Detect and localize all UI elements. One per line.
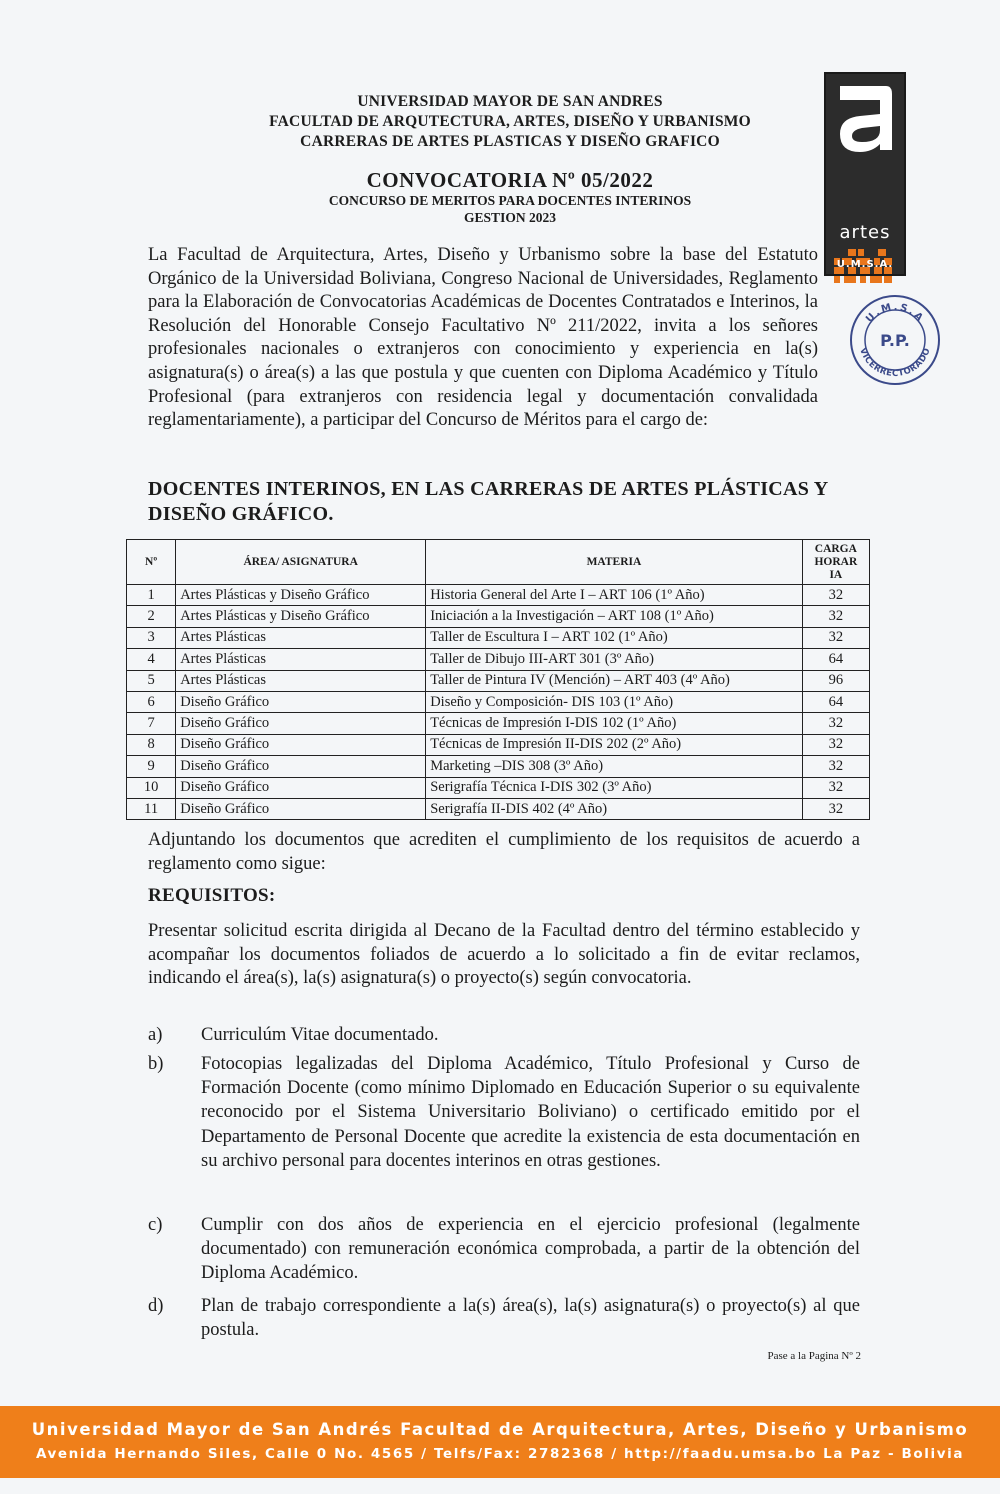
row-carga: 32 — [802, 606, 869, 627]
row-area: Artes Plásticas — [176, 627, 426, 648]
table-row — [127, 798, 870, 819]
convocatoria-title: CONVOCATORIA Nº 05/2022 — [366, 168, 654, 192]
row-carga: 32 — [802, 798, 869, 819]
row-number: 4 — [127, 649, 176, 670]
section-title: DOCENTES INTERINOS, EN LAS CARRERAS DE ARTES PLÁSTICAS Y DISEÑO GRÁFICO. — [148, 478, 828, 525]
requisito-text: Curriculúm Vitae documentado. — [201, 1025, 439, 1045]
requisitos-intro: Presentar solicitud escrita dirigida al Decano de la Facultad dentro del término establecido y acompañar los documentos foliados de acuerdo a lo solicitado a fin de evitar reclamos, indicando el área(s), la(s) asignatura(s) o proyecto(s) según convocatoria. — [148, 921, 860, 989]
requisito-text: Cumplir con dos años de experiencia en el ejercicio profesional (legalmente documentado) con remuneración económica comprobada, a partir de la obtención del Diploma Académico. — [201, 1215, 860, 1284]
row-area: Artes Plásticas y Diseño Gráfico — [176, 585, 426, 606]
row-number: 9 — [127, 756, 176, 777]
table-row — [127, 585, 870, 606]
row-materia: Serigrafía Técnica I-DIS 302 (3º Año) — [426, 777, 803, 798]
requisito-letter: c) — [148, 1215, 163, 1235]
row-area: Diseño Gráfico — [176, 713, 426, 734]
table-row — [127, 649, 870, 670]
row-carga: 64 — [802, 649, 869, 670]
row-materia: Taller de Dibujo III-ART 301 (3º Año) — [426, 649, 803, 670]
row-carga: 32 — [802, 585, 869, 606]
header-area: ÁREA/ ASIGNATURA — [176, 540, 426, 585]
requisito-text: Plan de trabajo correspondiente a la(s) área(s), la(s) asignatura(s) o proyecto(s) al que postula. — [201, 1296, 860, 1341]
row-materia: Técnicas de Impresión I-DIS 102 (1º Año) — [426, 713, 803, 734]
row-materia: Taller de Pintura IV (Mención) – ART 403 (4º Año) — [426, 670, 803, 691]
row-materia: Iniciación a la Investigación – ART 108 (1º Año) — [426, 606, 803, 627]
row-number: 11 — [127, 798, 176, 819]
table-row — [127, 777, 870, 798]
row-carga: 32 — [802, 734, 869, 755]
svg-text:U.M.S.A — [864, 302, 926, 325]
table-row — [127, 606, 870, 627]
table-row — [127, 756, 870, 777]
row-area: Artes Plásticas y Diseño Gráfico — [176, 606, 426, 627]
row-number: 3 — [127, 627, 176, 648]
row-area: Diseño Gráfico — [176, 798, 426, 819]
row-number: 2 — [127, 606, 176, 627]
row-materia: Serigrafía II-DIS 402 (4º Año) — [426, 798, 803, 819]
letter-a-icon — [834, 82, 896, 154]
row-number: 8 — [127, 734, 176, 755]
vicerrectorado-stamp-icon — [849, 294, 941, 386]
row-number: 7 — [127, 713, 176, 734]
row-carga: 32 — [802, 627, 869, 648]
positions-table — [126, 539, 870, 820]
convocatoria-subtitle-block — [150, 192, 870, 226]
row-number: 6 — [127, 691, 176, 712]
row-area: Diseño Gráfico — [176, 734, 426, 755]
row-materia: Técnicas de Impresión II-DIS 202 (2º Año) — [426, 734, 803, 755]
row-area: Diseño Gráfico — [176, 691, 426, 712]
row-carga: 32 — [802, 756, 869, 777]
footer-institution: Universidad Mayor de San Andrés Facultad de Arquitectura, Artes, Diseño y Urbanismo — [31, 1420, 969, 1439]
adjuntando-paragraph: Adjuntando los documentos que acrediten el cumplimiento de los requisitos de acuerdo a reglamento como sigue: — [148, 830, 860, 874]
requisito-letter: d) — [148, 1296, 164, 1316]
stamp-bottom-text: VICERRECTORADO — [857, 346, 933, 380]
intro-paragraph: La Facultad de Arquitectura, Artes, Diseño y Urbanismo sobre la base del Estatuto Orgánico de la Universidad Boliviana, Congreso Nacional de Universidades, Reglamento para la Elaboración de Convocatorias Académicas de Docentes Contratados e Interinos, la Resolución del Honorable Consejo Facultativo Nº 211/2022, invita a los señores profesionales nacionales o extranjeros con conocimiento y experiencia en la(s) asignatura(s) o área(s) a las que postula y que cuenten con Diploma Académico y Título Profesional (para extranjeros con residencia legal y documentación convalidada reglamentariamente), a participar del Concurso de Méritos para el cargo de: — [148, 245, 818, 431]
row-area: Artes Plásticas — [176, 649, 426, 670]
requisito-text: Fotocopias legalizadas del Diploma Académico, Título Profesional y Curso de Formación Docente (como mínimo Diplomado en Educación Superior o su equivalente reconocido por el Sistema Universitario Boliviano) o certificado emitido por el Departamento de Personal Docente que acredite la existencia de esta documentación en su archivo personal para docentes interinos en otras gestiones. — [201, 1054, 860, 1171]
table-header-row — [127, 540, 870, 585]
header-faculty: FACULTAD DE ARQUTECTURA, ARTES, DISEÑO Y URBANISMO — [269, 113, 751, 130]
row-carga: 32 — [802, 777, 869, 798]
logo-artes-word: artes — [839, 222, 891, 243]
row-carga: 64 — [802, 691, 869, 712]
stamp-center-text: P.P. — [880, 331, 910, 350]
table-row — [127, 713, 870, 734]
row-materia: Historia General del Arte I – ART 106 (1º Año) — [426, 585, 803, 606]
next-page-note: Pase a la Pagina Nº 2 — [767, 1350, 861, 1362]
requisito-letter: a) — [148, 1025, 163, 1045]
convocatoria-gestion: GESTION 2023 — [464, 210, 556, 225]
table-row — [127, 734, 870, 755]
row-number: 10 — [127, 777, 176, 798]
header-careers: CARRERAS DE ARTES PLASTICAS Y DISEÑO GRAFICO — [300, 133, 720, 150]
header-materia: MATERIA — [426, 540, 803, 585]
row-carga: 32 — [802, 713, 869, 734]
row-area: Artes Plásticas — [176, 670, 426, 691]
table-row — [127, 627, 870, 648]
header-num: Nº — [127, 540, 176, 585]
convocatoria-subtitle: CONCURSO DE MERITOS PARA DOCENTES INTERINOS — [328, 193, 692, 208]
logo-umsa-label: U.M.S.A. — [836, 259, 894, 270]
row-area: Diseño Gráfico — [176, 756, 426, 777]
row-materia: Taller de Escultura I – ART 102 (1º Año) — [426, 627, 803, 648]
document-header — [150, 92, 870, 152]
header-carga — [802, 540, 869, 585]
page-footer — [0, 1406, 1000, 1478]
row-area: Diseño Gráfico — [176, 777, 426, 798]
table-body — [127, 585, 870, 820]
row-materia: Marketing –DIS 308 (3º Año) — [426, 756, 803, 777]
header-carga-text: CARGA HORAR IA — [814, 542, 858, 581]
footer-address: Avenida Hernando Siles, Calle 0 No. 4565 / Telfs/Fax: 2782368 / http://faadu.umsa.bo La Paz - Bolivia — [35, 1446, 965, 1462]
table-row — [127, 691, 870, 712]
requisitos-title: REQUISITOS: — [148, 885, 276, 906]
row-carga: 96 — [802, 670, 869, 691]
stamp-top-text: U.M.S.A — [864, 301, 926, 325]
row-number: 1 — [127, 585, 176, 606]
row-number: 5 — [127, 670, 176, 691]
requisito-letter: b) — [148, 1054, 164, 1074]
table-row — [127, 670, 870, 691]
header-university: UNIVERSIDAD MAYOR DE SAN ANDRES — [357, 93, 663, 110]
row-materia: Diseño y Composición- DIS 103 (1º Año) — [426, 691, 803, 712]
